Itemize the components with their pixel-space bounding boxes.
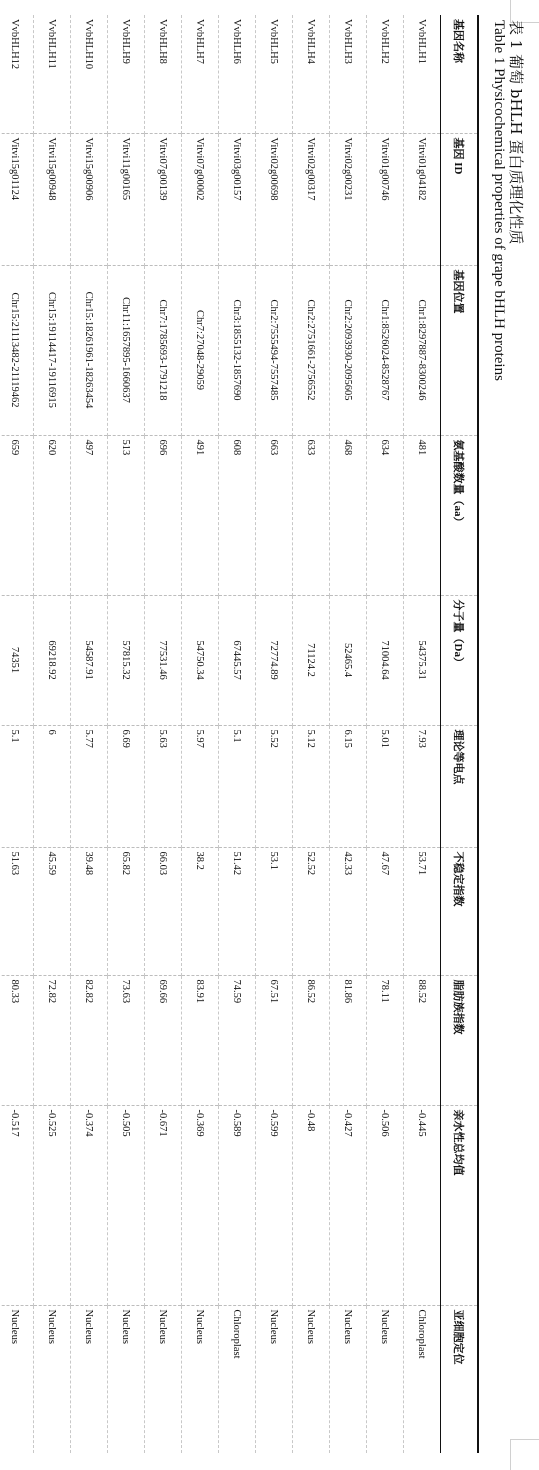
cell-gravy: -0.505 <box>108 1105 145 1305</box>
cell-amino-acids: 620 <box>34 435 71 595</box>
header-aliphatic-index: 脂肪族指数 <box>441 975 479 1105</box>
cell-gene-id: Vitvi15g00906 <box>71 133 108 265</box>
cell-amino-acids: 468 <box>330 435 367 595</box>
cell-amino-acids: 481 <box>404 435 441 595</box>
cell-gene-name: VvbHLH11 <box>34 15 71 133</box>
cell-gene-id: Vitvi01g04182 <box>404 133 441 265</box>
cell-isoelectric-point: 6 <box>34 725 71 847</box>
cell-isoelectric-point: 6.15 <box>330 725 367 847</box>
table-row <box>182 15 219 1453</box>
cell-gravy: -0.427 <box>330 1105 367 1305</box>
cell-gene-location: Chr2:2751661-2756552 <box>293 265 330 435</box>
cell-aliphatic-index: 81.86 <box>330 975 367 1105</box>
cell-amino-acids: 497 <box>71 435 108 595</box>
cell-gene-id: Vitvi11g00165 <box>108 133 145 265</box>
cell-subcellular-location: Nucleus <box>0 1305 34 1453</box>
cell-gravy: -0.48 <box>293 1105 330 1305</box>
cell-amino-acids: 663 <box>256 435 293 595</box>
cell-molecular-weight: 52465.4 <box>330 595 367 725</box>
cell-molecular-weight: 71004.64 <box>367 595 404 725</box>
cell-instability-index: 51.63 <box>0 847 34 975</box>
cell-gravy: -0.589 <box>219 1105 256 1305</box>
cell-isoelectric-point: 5.52 <box>256 725 293 847</box>
cell-gene-id: Vitvi02g00231 <box>330 133 367 265</box>
cell-instability-index: 66.03 <box>145 847 182 975</box>
cell-instability-index: 53.1 <box>256 847 293 975</box>
cell-aliphatic-index: 67.51 <box>256 975 293 1105</box>
cell-gene-name: VvbHLH5 <box>256 15 293 133</box>
cell-subcellular-location: Nucleus <box>256 1305 293 1453</box>
cell-gravy: -0.599 <box>256 1105 293 1305</box>
cell-isoelectric-point: 5.1 <box>219 725 256 847</box>
cell-instability-index: 47.67 <box>367 847 404 975</box>
cell-subcellular-location: Nucleus <box>108 1305 145 1453</box>
cell-instability-index: 45.59 <box>34 847 71 975</box>
header-instability-index: 不稳定指数 <box>441 847 479 975</box>
table-row <box>293 15 330 1453</box>
cell-gene-location: Chr1:8526024-8528767 <box>367 265 404 435</box>
cell-instability-index: 51.42 <box>219 847 256 975</box>
cell-molecular-weight: 77531.46 <box>145 595 182 725</box>
cell-molecular-weight: 74351 <box>0 595 34 725</box>
cell-aliphatic-index: 88.52 <box>404 975 441 1105</box>
cell-subcellular-location: Nucleus <box>71 1305 108 1453</box>
table-body <box>0 15 441 1453</box>
cell-aliphatic-index: 80.33 <box>0 975 34 1105</box>
cell-subcellular-location: Nucleus <box>293 1305 330 1453</box>
cell-gene-location: Chr15:19114417-19116915 <box>34 265 71 435</box>
cell-isoelectric-point: 5.63 <box>145 725 182 847</box>
cell-gene-id: Vitvi02g00317 <box>293 133 330 265</box>
cell-amino-acids: 513 <box>108 435 145 595</box>
cell-gene-location: Chr15:21113482-21119462 <box>0 265 34 435</box>
header-amino-acids: 氨基酸数量（aa） <box>441 435 479 595</box>
cell-gene-id: Vitvi15g01124 <box>0 133 34 265</box>
cell-subcellular-location: Chloroplast <box>404 1305 441 1453</box>
cell-aliphatic-index: 82.82 <box>71 975 108 1105</box>
cell-isoelectric-point: 5.97 <box>182 725 219 847</box>
cell-gene-location: Chr7:27048-29059 <box>182 265 219 435</box>
cell-molecular-weight: 54750.34 <box>182 595 219 725</box>
cell-gravy: -0.517 <box>0 1105 34 1305</box>
table-row <box>108 15 145 1453</box>
header-gene-name: 基因名称 <box>441 15 479 133</box>
header-gravy: 亲水性总均值 <box>441 1105 479 1305</box>
cell-gene-location: Chr15:18261961-18263454 <box>71 265 108 435</box>
cell-isoelectric-point: 6.69 <box>108 725 145 847</box>
cell-instability-index: 52.52 <box>293 847 330 975</box>
cell-amino-acids: 696 <box>145 435 182 595</box>
table-row <box>330 15 367 1453</box>
cell-gravy: -0.445 <box>404 1105 441 1305</box>
cell-gravy: -0.374 <box>71 1105 108 1305</box>
cell-isoelectric-point: 5.12 <box>293 725 330 847</box>
table-caption-cn: 表 1 葡萄 bHLH 蛋白质理化性质 <box>507 20 525 245</box>
cell-isoelectric-point: 5.01 <box>367 725 404 847</box>
cell-gene-name: VvbHLH4 <box>293 15 330 133</box>
cell-gene-name: VvbHLH6 <box>219 15 256 133</box>
cell-gene-name: VvbHLH8 <box>145 15 182 133</box>
table-row <box>219 15 256 1453</box>
header-row <box>441 15 479 1453</box>
cell-gene-name: VvbHLH2 <box>367 15 404 133</box>
table-row <box>34 15 71 1453</box>
cell-molecular-weight: 57815.32 <box>108 595 145 725</box>
table-caption-en: Table 1 Physicochemical properties of grape bHLH proteins <box>491 20 507 381</box>
cell-gene-location: Chr2:2093930-2095605 <box>330 265 367 435</box>
cell-isoelectric-point: 5.77 <box>71 725 108 847</box>
cell-gene-id: Vitvi03g00157 <box>219 133 256 265</box>
cell-amino-acids: 659 <box>0 435 34 595</box>
cell-aliphatic-index: 73.63 <box>108 975 145 1105</box>
cell-aliphatic-index: 78.11 <box>367 975 404 1105</box>
cell-subcellular-location: Nucleus <box>182 1305 219 1453</box>
cell-aliphatic-index: 72.82 <box>34 975 71 1105</box>
cell-gene-name: VvbHLH1 <box>404 15 441 133</box>
cell-subcellular-location: Nucleus <box>145 1305 182 1453</box>
cell-subcellular-location: Nucleus <box>367 1305 404 1453</box>
table-row <box>145 15 182 1453</box>
cell-subcellular-location: Nucleus <box>330 1305 367 1453</box>
cell-gene-id: Vitvi07g00002 <box>182 133 219 265</box>
header-gene-location: 基因位置 <box>441 265 479 435</box>
cell-gene-name: VvbHLH10 <box>71 15 108 133</box>
cell-instability-index: 38.2 <box>182 847 219 975</box>
cell-gene-location: Chr3:1855132-1857690 <box>219 265 256 435</box>
cell-subcellular-location: Chloroplast <box>219 1305 256 1453</box>
cell-amino-acids: 491 <box>182 435 219 595</box>
cell-amino-acids: 634 <box>367 435 404 595</box>
table-row <box>71 15 108 1453</box>
cell-molecular-weight: 67445.57 <box>219 595 256 725</box>
cell-gene-name: VvbHLH12 <box>0 15 34 133</box>
cell-gene-id: Vitvi15g00948 <box>34 133 71 265</box>
cell-gene-id: Vitvi02g00698 <box>256 133 293 265</box>
cell-gene-name: VvbHLH3 <box>330 15 367 133</box>
cell-aliphatic-index: 86.52 <box>293 975 330 1105</box>
header-molecular-weight: 分子量（Da） <box>441 595 479 725</box>
table-row <box>0 15 34 1453</box>
cell-gene-id: Vitvi07g00139 <box>145 133 182 265</box>
cell-amino-acids: 633 <box>293 435 330 595</box>
cell-molecular-weight: 72774.89 <box>256 595 293 725</box>
cell-gene-location: Chr2:7555494-7557485 <box>256 265 293 435</box>
cell-isoelectric-point: 5.1 <box>0 725 34 847</box>
cell-instability-index: 53.71 <box>404 847 441 975</box>
table-row <box>256 15 293 1453</box>
cell-gravy: -0.369 <box>182 1105 219 1305</box>
cell-gravy: -0.506 <box>367 1105 404 1305</box>
cell-gene-name: VvbHLH7 <box>182 15 219 133</box>
cell-molecular-weight: 69218.92 <box>34 595 71 725</box>
cell-gravy: -0.525 <box>34 1105 71 1305</box>
cell-aliphatic-index: 83.91 <box>182 975 219 1105</box>
cell-aliphatic-index: 69.66 <box>145 975 182 1105</box>
cell-molecular-weight: 71124.2 <box>293 595 330 725</box>
cell-aliphatic-index: 74.59 <box>219 975 256 1105</box>
header-gene-id: 基因 ID <box>441 133 479 265</box>
header-isoelectric-point: 理论等电点 <box>441 725 479 847</box>
cell-instability-index: 42.33 <box>330 847 367 975</box>
cell-instability-index: 65.82 <box>108 847 145 975</box>
table-row <box>367 15 404 1453</box>
cell-molecular-weight: 54587.91 <box>71 595 108 725</box>
cell-gene-location: Chr1:8297887-8300246 <box>404 265 441 435</box>
cell-molecular-weight: 54375.31 <box>404 595 441 725</box>
cell-gene-name: VvbHLH9 <box>108 15 145 133</box>
cell-gene-location: Chr7:1785693-1791218 <box>145 265 182 435</box>
cell-gene-id: Vitvi01g00746 <box>367 133 404 265</box>
cell-gene-location: Chr11:1657895-1660637 <box>108 265 145 435</box>
cell-gravy: -0.671 <box>145 1105 182 1305</box>
header-subcellular-location: 亚细胞定位 <box>441 1305 479 1453</box>
data-table <box>0 15 479 1453</box>
cell-instability-index: 39.48 <box>71 847 108 975</box>
cell-subcellular-location: Nucleus <box>34 1305 71 1453</box>
table-row <box>404 15 441 1453</box>
cell-amino-acids: 608 <box>219 435 256 595</box>
cell-isoelectric-point: 7.93 <box>404 725 441 847</box>
